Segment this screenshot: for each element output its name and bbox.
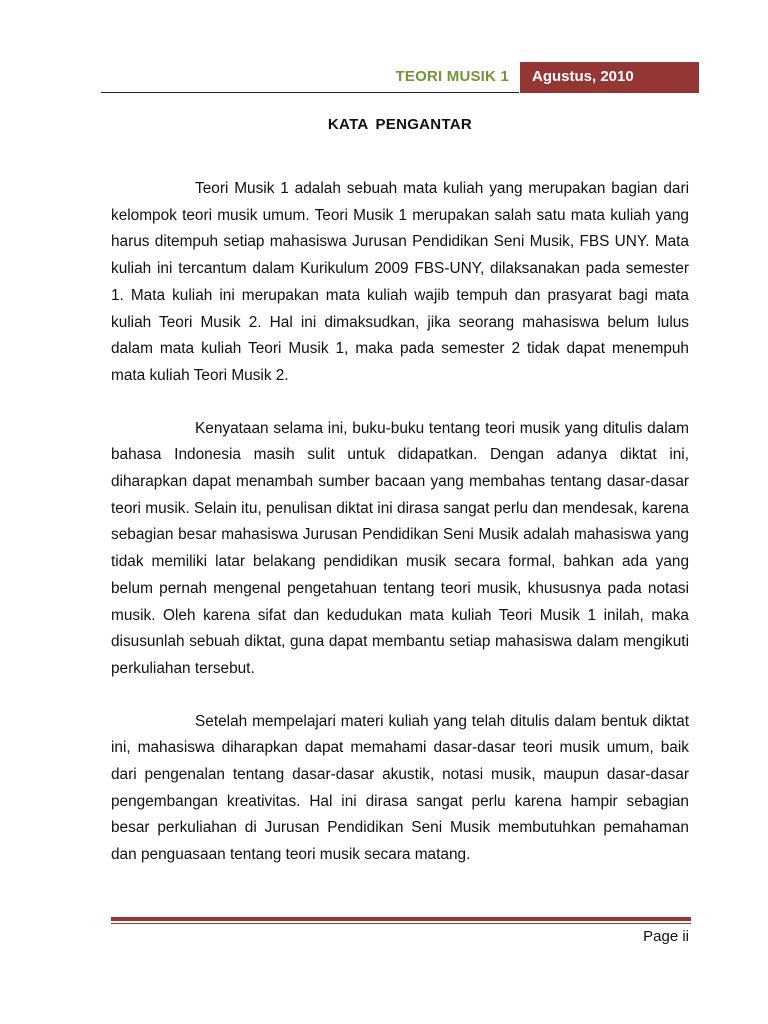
header-title: TEORI MUSIK 1 xyxy=(395,68,509,85)
footer-rule-thin xyxy=(111,923,691,924)
paragraph: Teori Musik 1 adalah sebuah mata kuliah yang merupakan bagian dari kelompok teori musik umum. Teori Musik 1 merupakan salah satu mata kuliah yang harus ditempuh setiap mahasiswa Jurusan Pendidikan Seni Musik, FBS UNY. Mata kuliah ini tercantum dalam Kurikulum 2009 FBS-UNY, dilaksanakan pada semester 1. Mata kuliah ini merupakan mata kuliah wajib tempuh dan prasyarat bagi mata kuliah Teori Musik 2. Hal ini dimaksudkan, jika seorang mahasiswa belum lulus dalam mata kuliah Teori Musik 1, maka pada semester 2 tidak dapat menempuh mata kuliah Teori Musik 2. xyxy=(111,180,689,384)
header-rule xyxy=(101,92,519,93)
running-header xyxy=(101,62,699,93)
paragraph: Kenyataan selama ini, buku-buku tentang teori musik yang ditulis dalam bahasa Indonesia masih sulit untuk didapatkan. Dengan adanya diktat ini, diharapkan dapat menambah sumber bacaan yang membahas tentang dasar-dasar teori musik. Selain itu, penulisan diktat ini dirasa sangat perlu dan mendesak, karena sebagian besar mahasiswa Jurusan Pendidikan Seni Musik adalah mahasiswa yang tidak memiliki latar belakang pendidikan musik secara formal, bahkan ada yang belum pernah mengenal pengetahuan tentang teori musik, khususnya pada notasi musik. Oleh karena sifat dan kedudukan mata kuliah Teori Musik 1 inilah, maka disusunlah sebuah diktat, guna dapat membantu setiap mahasiswa dalam mengikuti perkuliahan tersebut. xyxy=(111,419,689,677)
page-heading: KATA PENGANTAR xyxy=(327,116,473,133)
header-date-box: Agustus, 2010 xyxy=(520,62,699,93)
page-number: Page ii xyxy=(643,928,689,945)
body-text xyxy=(111,176,689,895)
footer-rule-thick xyxy=(111,917,691,921)
paragraph: Setelah mempelajari materi kuliah yang telah ditulis dalam bentuk diktat ini, mahasiswa diharapkan dapat memahami dasar-dasar teori musik umum, baik dari pengenalan tentang dasar-dasar akustik, notasi musik, maupun dasar-dasar pengembangan kreativitas. Hal ini dirasa sangat perlu karena hampir sebagian besar perkuliahan di Jurusan Pendidikan Seni Musik membutuhkan pemahaman dan penguasaan tentang teori musik secara matang. xyxy=(111,712,689,864)
